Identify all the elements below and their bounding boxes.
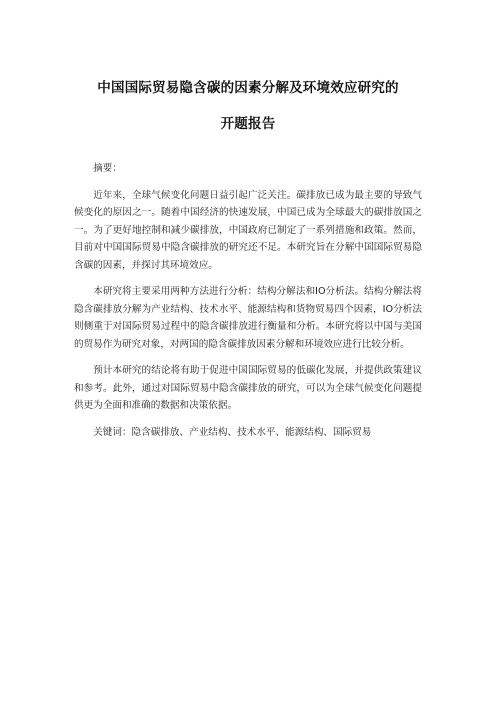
- paragraph-expected-results: 预计本研究的结论将有助于促进中国国际贸易的低碳化发展，并提供政策建议和参考。此外，通过对国际贸易中隐含碳排放的研究，可以为全球气候变化问题提供更为全面和准确的数据和决策依据。: [74, 365, 422, 411]
- document-title: [74, 70, 422, 142]
- document-body: [74, 160, 422, 441]
- keywords: 关键词：隐含碳排放、产业结构、技术水平、能源结构、国际贸易: [93, 426, 372, 438]
- title-line-1: 中国国际贸易隐含碳的因素分解及环境效应研究的: [97, 80, 399, 96]
- title-line-2: 开题报告: [220, 116, 276, 132]
- paragraph-methods: 本研究将主要采用两种方法进行分析：结构分解法和IO分析法。结构分解法将隐含碳排放分解为产业结构、技术水平、能源结构和货物贸易四个因素，IO分析法则侧重于对国际贸易过程中的隐含碳排放进行衡量和分析。本研究将以中国与美国的贸易作为研究对象，对两国的隐含碳排放因素分解和环境效应进行比较分析。: [74, 286, 422, 350]
- paragraph-background: 近年来，全球气候变化问题日益引起广泛关注。碳排放已成为最主要的导致气候变化的原因之一。随着中国经济的快速发展，中国已成为全球最大的碳排放国之一。为了更好地控制和减少碳排放，中国政府已制定了一系列措施和政策。然而，目前对中国国际贸易中隐含碳排放的研究还不足。本研究旨在分解中国国际贸易隐含碳的因素，并探讨其环境效应。: [74, 189, 422, 271]
- abstract-heading: 摘要：: [93, 163, 122, 174]
